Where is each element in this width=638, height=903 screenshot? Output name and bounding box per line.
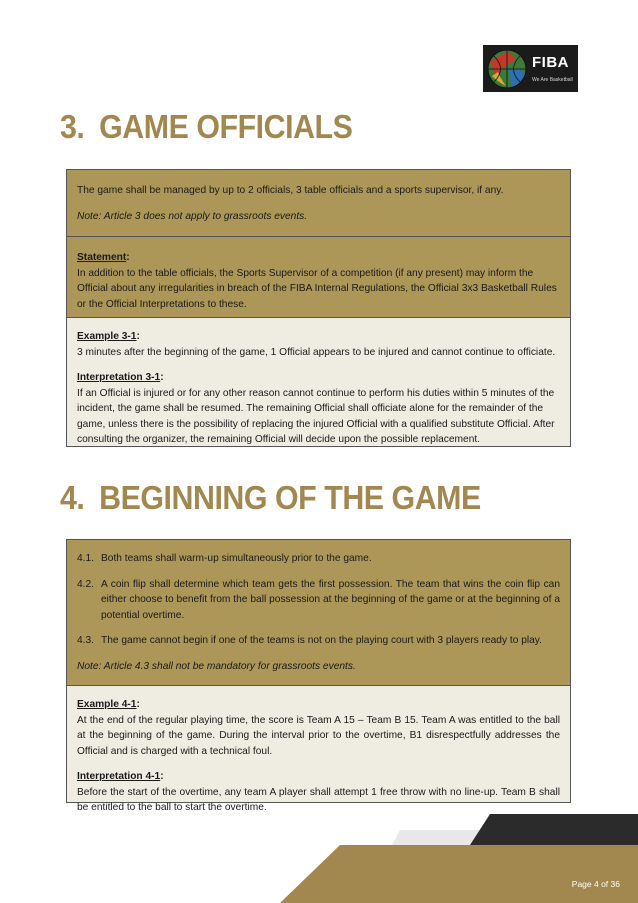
example-4-1-label: Example 4-1 <box>77 699 137 710</box>
interpretation-4-1-label: Interpretation 4-1 <box>77 771 161 782</box>
logo-tagline: We Are Basketball <box>532 77 573 83</box>
interpretation-4-1-text: Before the start of the overtime, any team A player shall attempt 1 free throw with no line-up. Team B shall be entitled to the ball to start the overtime. <box>77 786 560 813</box>
example-3-1-colon: : <box>136 331 140 342</box>
rule-number: 4.3. <box>77 635 94 646</box>
rule-text: Both teams shall warm-up simultaneously prior to the game. <box>101 553 372 564</box>
interpretation-3-1-label: Interpretation 3-1 <box>77 372 161 383</box>
example-4-1-colon: : <box>136 699 140 710</box>
interpretation-4-1-colon: : <box>160 771 164 782</box>
example-3-1-label: Example 3-1 <box>77 331 137 342</box>
section-4-title: BEGINNING OF THE GAME <box>99 479 481 516</box>
interpretation-3-1-colon: : <box>160 372 164 383</box>
example-3-1-text: 3 minutes after the beginning of the game, 1 Official appears to be injured and cannot continue to officiate. <box>77 346 556 358</box>
rule-text: A coin flip shall determine which team gets the first possession. The team that wins the coin flip can either choose to benefit from the ball possession at the beginning of the game or at the beginning of a potential overtime. <box>101 578 560 621</box>
section-3-title: GAME OFFICIALS <box>99 108 353 145</box>
statement-colon: : <box>126 252 130 263</box>
statement-label: Statement <box>77 252 127 263</box>
section-3-intro: The game shall be managed by up to 2 officials, 3 table officials and a sports supervisor, if any. <box>77 185 504 196</box>
section-3-number: 3. <box>60 108 85 145</box>
footer-gold-band <box>280 845 638 903</box>
section-4-note: Note: Article 4.3 shall not be mandatory for grassroots events. <box>77 660 356 672</box>
example-4-1-text: At the end of the regular playing time, the score is Team A 15 – Team B 15. Team A was entitled to the ball at the beginning of the game. During the interval prior to the overtime, B1 disrespectfully addresses the Official and is charged with a technical foul. <box>77 714 560 757</box>
rule-number: 4.1. <box>77 553 94 564</box>
section-3-note: Note: Article 3 does not apply to grassroots events. <box>77 210 308 222</box>
rule-text: The game cannot begin if one of the teams is not on the playing court with 3 players ready to play. <box>101 635 542 646</box>
section-4-number: 4. <box>60 479 85 516</box>
statement-text: In addition to the table officials, the Sports Supervisor of a competition (if any present) may inform the Official about any irregularities in breach of the FIBA Internal Regulations, the Official 3x3 Basketball Rules or the Official Interpretations to these. <box>77 267 557 310</box>
page-number: Page 4 of 36 <box>571 879 620 889</box>
rule-number: 4.2. <box>77 578 94 590</box>
interpretation-3-1-text: If an Official is injured or for any other reason cannot continue to perform his duties within 5 minutes of the incident, the game shall be resumed. The remaining Official shall officiate alone for the remainder of the game, unless there is the possibility of replacing the injured Official with a qualified substitute Official. After consulting the organizer, the remaining Official will decide upon the possible replacement. <box>77 387 555 445</box>
footer-dark-stripe <box>470 814 638 845</box>
logo-brand: FIBA <box>532 54 569 71</box>
